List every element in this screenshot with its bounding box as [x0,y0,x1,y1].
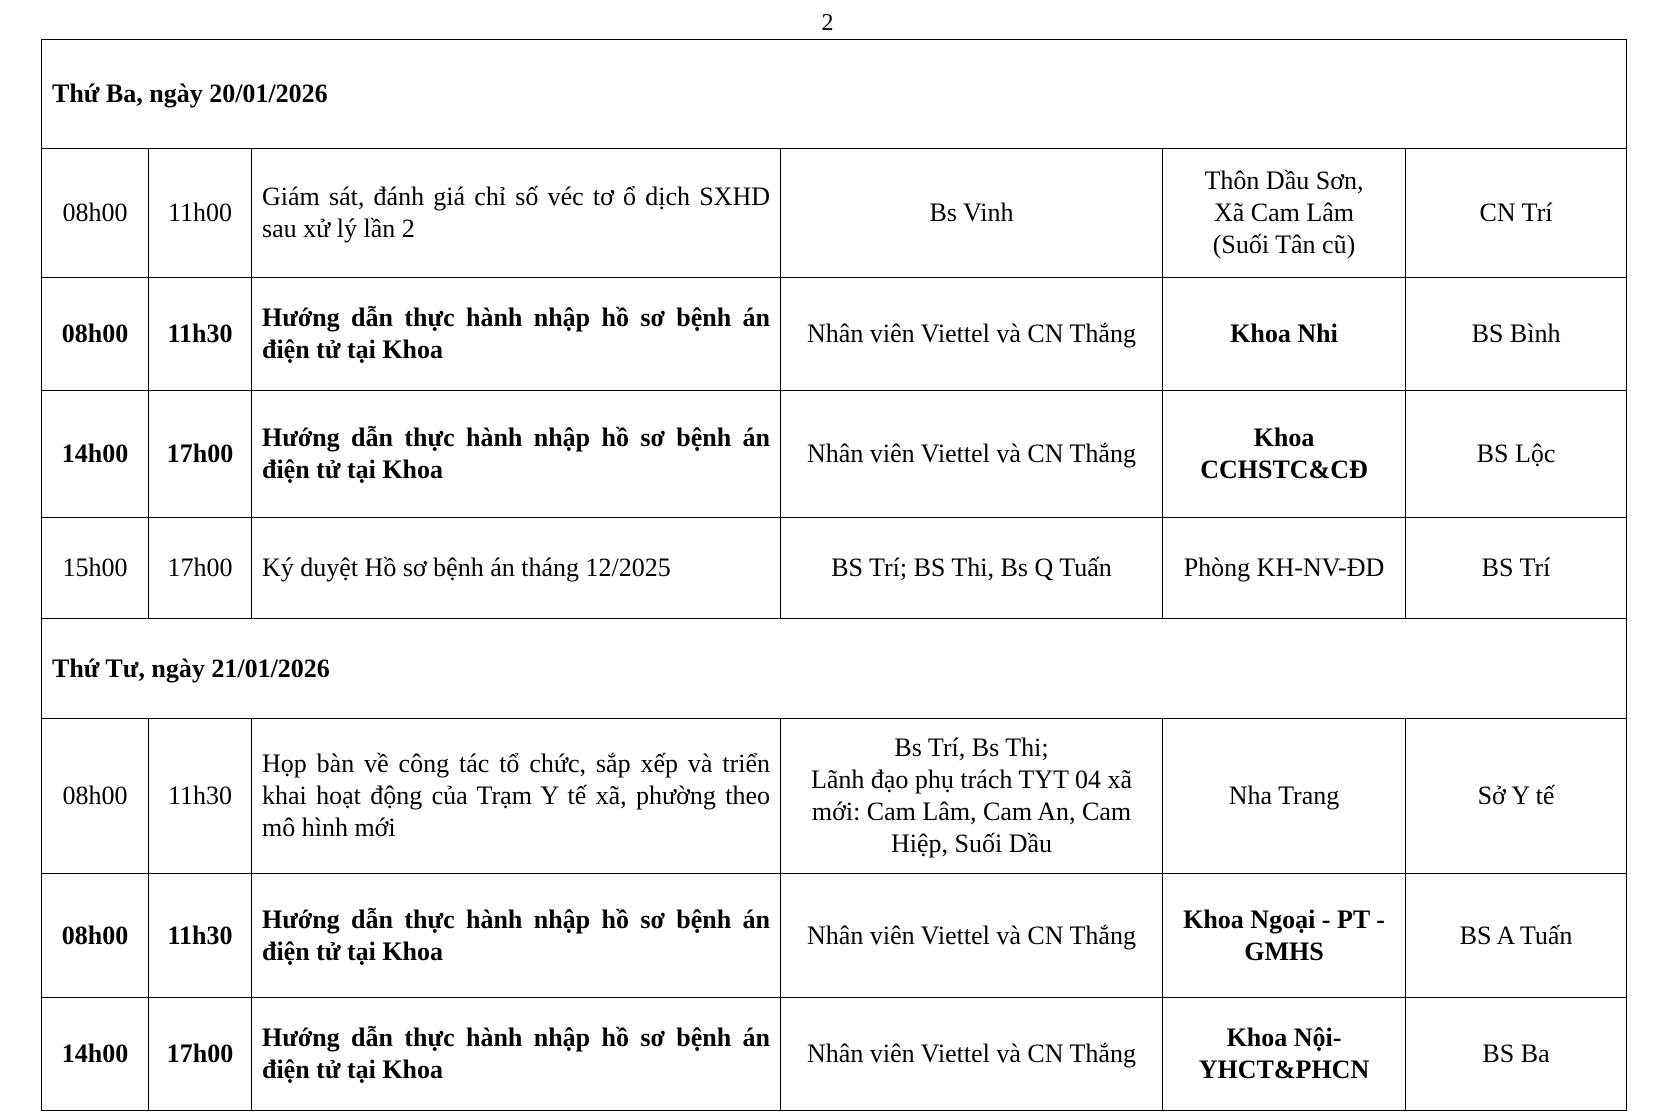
activity-content: Hướng dẫn thực hành nhập hồ sơ bệnh án điện tử tại Khoa [252,998,781,1111]
day-heading-row [42,619,1627,719]
end-time: 11h30 [149,719,252,874]
activity-content: Ký duyệt Hồ sơ bệnh án tháng 12/2025 [252,518,781,619]
location: Nha Trang [1163,719,1406,874]
end-time: 17h00 [149,998,252,1111]
location: Phòng KH-NV-ĐD [1163,518,1406,619]
end-time: 11h30 [149,874,252,998]
host: BS Trí [1406,518,1627,619]
host: BS Ba [1406,998,1627,1111]
start-time: 15h00 [42,518,149,619]
participants: Bs Vinh [781,149,1163,278]
participants: BS Trí; BS Thi, Bs Q Tuấn [781,518,1163,619]
table-row [42,278,1627,391]
table-row [42,391,1627,518]
location: Khoa CCHSTC&CĐ [1163,391,1406,518]
page-number: 2 [821,10,834,36]
end-time: 11h00 [149,149,252,278]
participants: Nhân viên Viettel và CN Thắng [781,998,1163,1111]
end-time: 11h30 [149,278,252,391]
participants: Nhân viên Viettel và CN Thắng [781,391,1163,518]
start-time: 14h00 [42,391,149,518]
day-heading: Thứ Tư, ngày 21/01/2026 [42,619,1627,719]
start-time: 08h00 [42,874,149,998]
location: Khoa Nội- YHCT&PHCN [1163,998,1406,1111]
participants: Nhân viên Viettel và CN Thắng [781,874,1163,998]
end-time: 17h00 [149,391,252,518]
table-row [42,998,1627,1111]
schedule-table [41,39,1627,1111]
host: CN Trí [1406,149,1627,278]
location: Thôn Dầu Sơn, Xã Cam Lâm (Suối Tân cũ) [1163,149,1406,278]
host: BS A Tuấn [1406,874,1627,998]
activity-content: Hướng dẫn thực hành nhập hồ sơ bệnh án điện tử tại Khoa [252,874,781,998]
end-time: 17h00 [149,518,252,619]
participants: Nhân viên Viettel và CN Thắng [781,278,1163,391]
day-heading-row [42,40,1627,149]
day-heading: Thứ Ba, ngày 20/01/2026 [42,40,1627,149]
participants: Bs Trí, Bs Thi; Lãnh đạo phụ trách TYT 04 xã mới: Cam Lâm, Cam An, Cam Hiệp, Suối Dầu [781,719,1163,874]
activity-content: Hướng dẫn thực hành nhập hồ sơ bệnh án điện tử tại Khoa [252,391,781,518]
activity-content: Hướng dẫn thực hành nhập hồ sơ bệnh án điện tử tại Khoa [252,278,781,391]
table-row [42,719,1627,874]
activity-content: Họp bàn về công tác tổ chức, sắp xếp và triển khai hoạt động của Trạm Y tế xã, phường theo mô hình mới [252,719,781,874]
start-time: 08h00 [42,149,149,278]
table-row [42,149,1627,278]
host: BS Lộc [1406,391,1627,518]
start-time: 08h00 [42,719,149,874]
table-row [42,874,1627,998]
location: Khoa Nhi [1163,278,1406,391]
activity-content: Giám sát, đánh giá chỉ số véc tơ ổ dịch SXHD sau xử lý lần 2 [252,149,781,278]
table-row [42,518,1627,619]
host: Sở Y tế [1406,719,1627,874]
location: Khoa Ngoại - PT - GMHS [1163,874,1406,998]
host: BS Bình [1406,278,1627,391]
start-time: 08h00 [42,278,149,391]
start-time: 14h00 [42,998,149,1111]
